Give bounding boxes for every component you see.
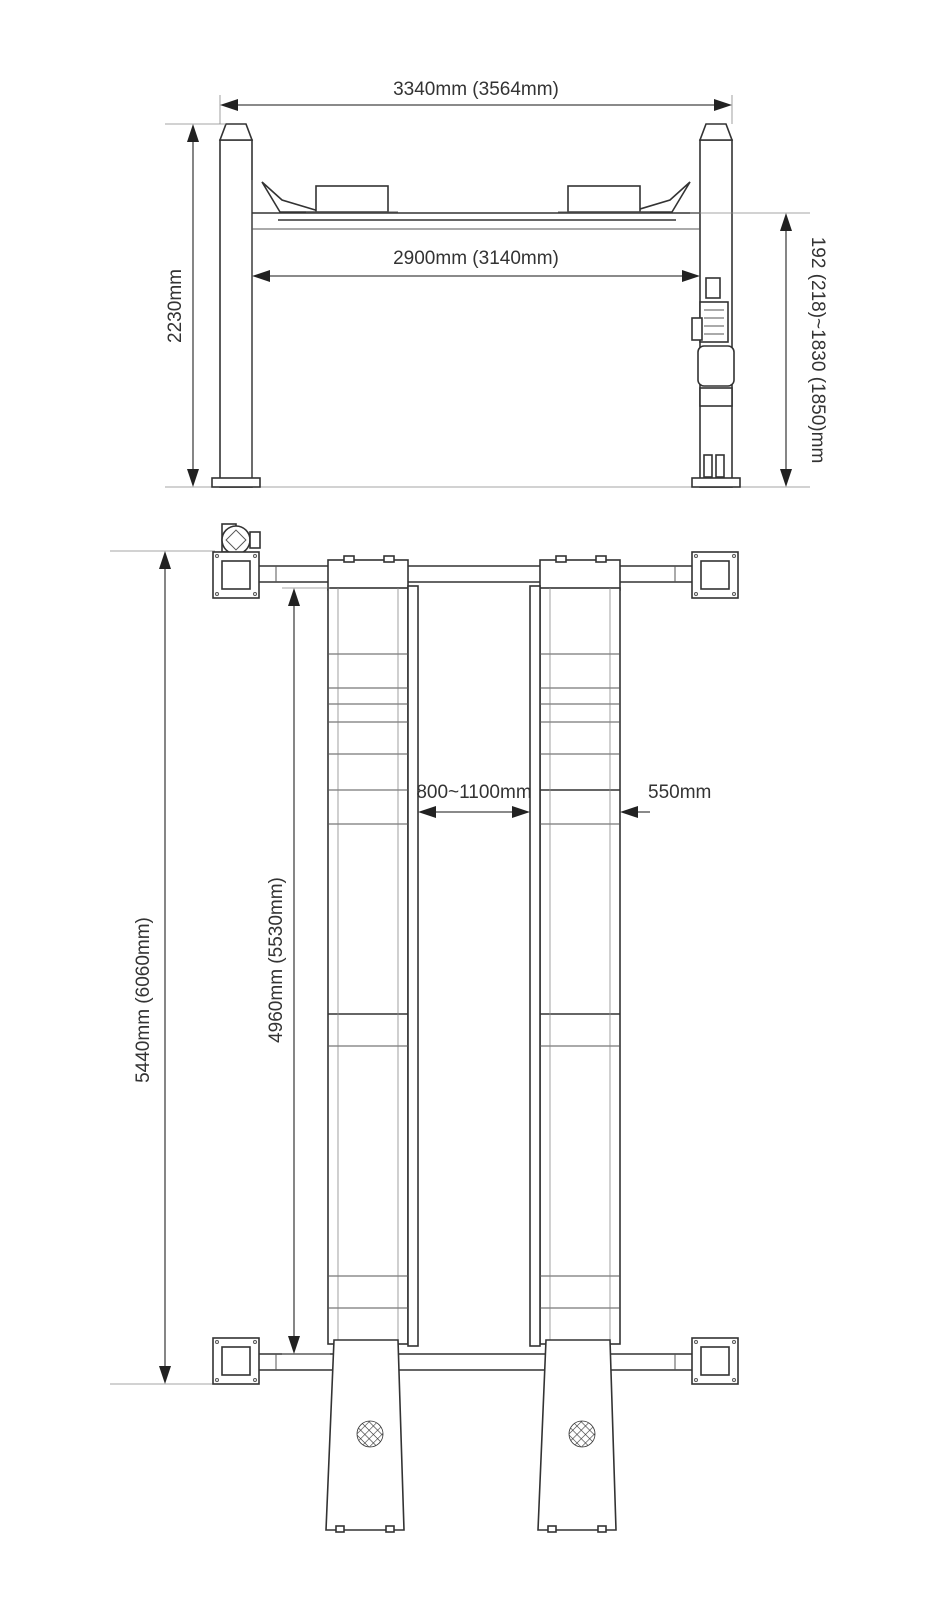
dim-runway-gap <box>416 782 531 818</box>
dim-platform-length <box>266 588 330 1354</box>
dim-runway-width <box>620 782 711 818</box>
ramp-left-grip <box>357 1421 383 1447</box>
label-lift-range: 192 (218)~1830 (1850)mm <box>807 236 828 464</box>
dim-overall-height <box>165 124 226 487</box>
runway-right-rail <box>530 586 540 1346</box>
runway-right <box>530 556 620 1532</box>
runway-right-head <box>540 560 620 590</box>
post-base-bottom-right <box>692 1338 738 1384</box>
label-overall-width: 3340mm (3564mm) <box>393 79 559 100</box>
label-overall-height: 2230mm <box>165 269 186 343</box>
dim-inner-width <box>252 248 700 282</box>
plan-crossbeam-bottom <box>259 1354 692 1370</box>
dim-overall-width <box>220 79 732 124</box>
valve-left <box>704 455 712 477</box>
motor <box>700 302 728 342</box>
post-base-bottom-left <box>213 1338 259 1384</box>
ramp-right-grip <box>569 1421 595 1447</box>
plan-view <box>110 524 738 1532</box>
runway-left-rail <box>408 586 418 1346</box>
label-runway-width: 550mm <box>648 782 712 803</box>
valve-right <box>716 455 724 477</box>
post-base-top-right <box>692 552 738 598</box>
front-elevation-view <box>165 79 828 487</box>
plan-motor <box>222 524 260 554</box>
left-post <box>212 124 260 487</box>
post-base-top-left <box>213 552 259 598</box>
dim-overall-length <box>133 551 171 1384</box>
crossbeam <box>252 213 700 229</box>
label-inner-width: 2900mm (3140mm) <box>393 248 559 269</box>
runway-front <box>262 182 690 212</box>
runway-left <box>326 556 418 1532</box>
oil-tank <box>698 346 734 386</box>
wheel-block-right <box>568 186 640 212</box>
label-platform-length: 4960mm (5530mm) <box>266 877 287 1043</box>
control-box <box>706 278 720 298</box>
label-overall-length: 5440mm (6060mm) <box>133 917 154 1083</box>
plan-crossbeam-top <box>259 566 692 582</box>
runway-left-head <box>328 560 408 590</box>
wheel-block-left <box>316 186 388 212</box>
label-runway-gap: 800~1100mm <box>416 782 532 803</box>
